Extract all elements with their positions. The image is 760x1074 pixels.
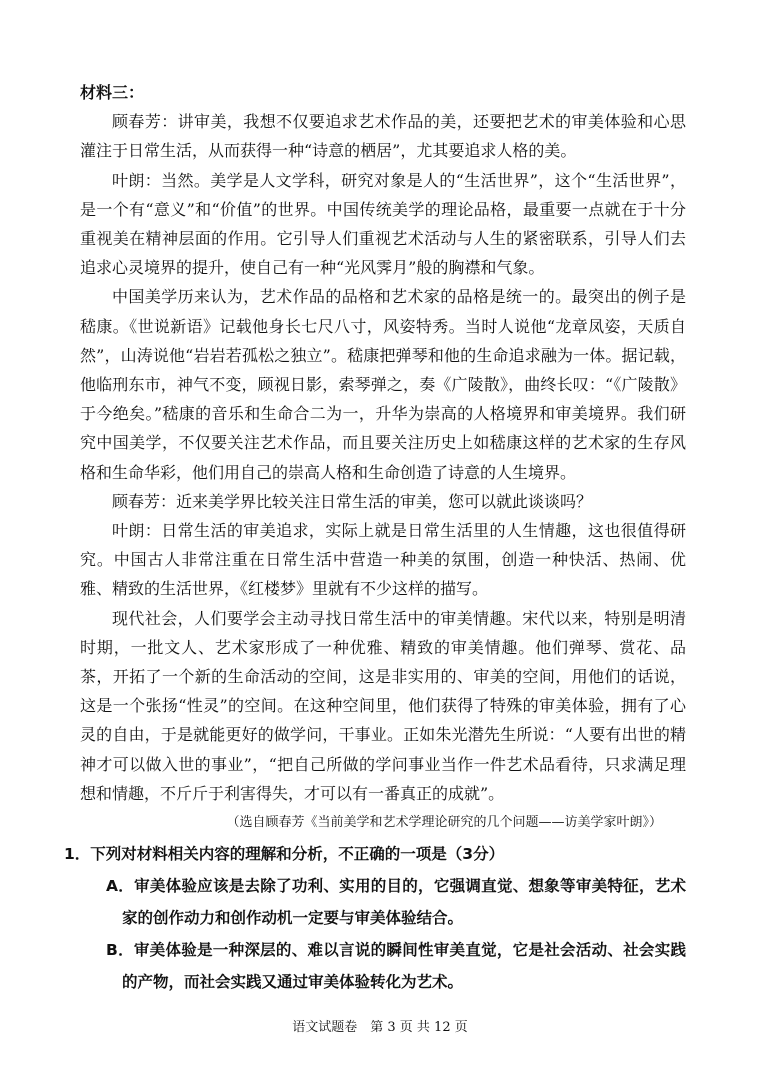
page-footer: 语文试题卷 第 3 页 共 12 页 — [292, 1020, 468, 1035]
option-text: 审美体验是一种深层的、难以言说的瞬间性审美直觉，它是社会活动、社会实践的产物，而社会实践又通过审美体验转化为艺术。 — [122, 941, 686, 992]
paragraph: 叶朗：日常生活的审美追求，实际上就是日常生活里的人生情趣，这也很值得研究。中国古人非常注重在日常生活中营造一种美的氛围，创造一种快活、热闹、优雅、精致的生活世界，《红楼梦》里就有不少这样的描写。 — [80, 521, 686, 599]
paragraph: 顾春芳：讲审美，我想不仅要追求艺术作品的美，还要把艺术的审美体验和心思灌注于日常生活，从而获得一种“诗意的栖居”，尤其要追求人格的美。 — [80, 112, 686, 161]
option-letter: B． — [106, 941, 134, 960]
page-content — [64, 78, 686, 998]
question-number: 1． — [64, 845, 91, 864]
option-b — [80, 934, 686, 998]
option-letter: A． — [106, 877, 135, 896]
paragraph: 现代社会，人们要学会主动寻找日常生活中的审美情趣。宋代以来，特别是明清时期，一批文人、艺术家形成了一种优雅、精致的审美情趣。他们弹琴、赏花、品茶，开拓了一个新的生命活动的空间，这是非实用的、审美的空间，用他们的话说，这是一个张扬“性灵”的空间。在这种空间里，他们获得了特殊的审美体验，拥有了心灵的自由，于是就能更好的做学问，干事业。正如朱光潜先生所说：“人要有出世的精神才可以做入世的事业”，“把自己所做的学问事业当作一件艺术品看待，只求满足理想和情趣，不斤斤于利害得失，才可以有一番真正的成就”。 — [80, 608, 686, 803]
paragraph: 中国美学历来认为，艺术作品的品格和艺术家的品格是统一的。最突出的例子是嵇康。《世说新语》记载他身长七尺八寸，风姿特秀。当时人说他“龙章凤姿，天质自然”，山涛说他“岩岩若孤松之独立”。嵇康把弹琴和他的生命追求融为一体。据记载，他临刑东市，神气不变，顾视日影，索琴弹之，奏《广陵散》，曲终长叹：“《广陵散》于今绝矣。”嵇康的音乐和生命合二为一，升华为崇高的人格境界和审美境界。我们研究中国美学，不仅要关注艺术作品，而且要关注历史上如嵇康这样的艺术家的生存风格和生命华彩，他们用自己的崇高人格和生命创造了诗意的人生境界。 — [80, 287, 686, 482]
option-text: 审美体验应该是去除了功利、实用的目的，它强调直觉、想象等审美特征，艺术家的创作动力和创作动机一定要与审美体验结合。 — [122, 877, 686, 928]
paragraph: 顾春芳：近来美学界比较关注日常生活的审美，您可以就此谈谈吗？ — [112, 491, 593, 511]
question-stem — [64, 838, 686, 870]
question-text: 下列对材料相关内容的理解和分析，不正确的一项是（3分） — [90, 845, 505, 864]
source-citation: （选自顾春芳《当前美学和艺术学理论研究的几个问题——访美学家叶朗》） — [226, 815, 662, 831]
option-a — [80, 870, 686, 934]
paragraph: 叶朗：当然。美学是人文学科，研究对象是人的“生活世界”，这个“生活世界”，是一个有“意义”和“价值”的世界。中国传统美学的理论品格，最重要一点就在于十分重视美在精神层面的作用。它引导人们重视艺术活动与人生的紧密联系，引导人们去追求心灵境界的提升，使自己有一种“光风霁月”般的胸襟和气象。 — [80, 170, 686, 278]
section-title: 材料三： — [80, 83, 145, 102]
